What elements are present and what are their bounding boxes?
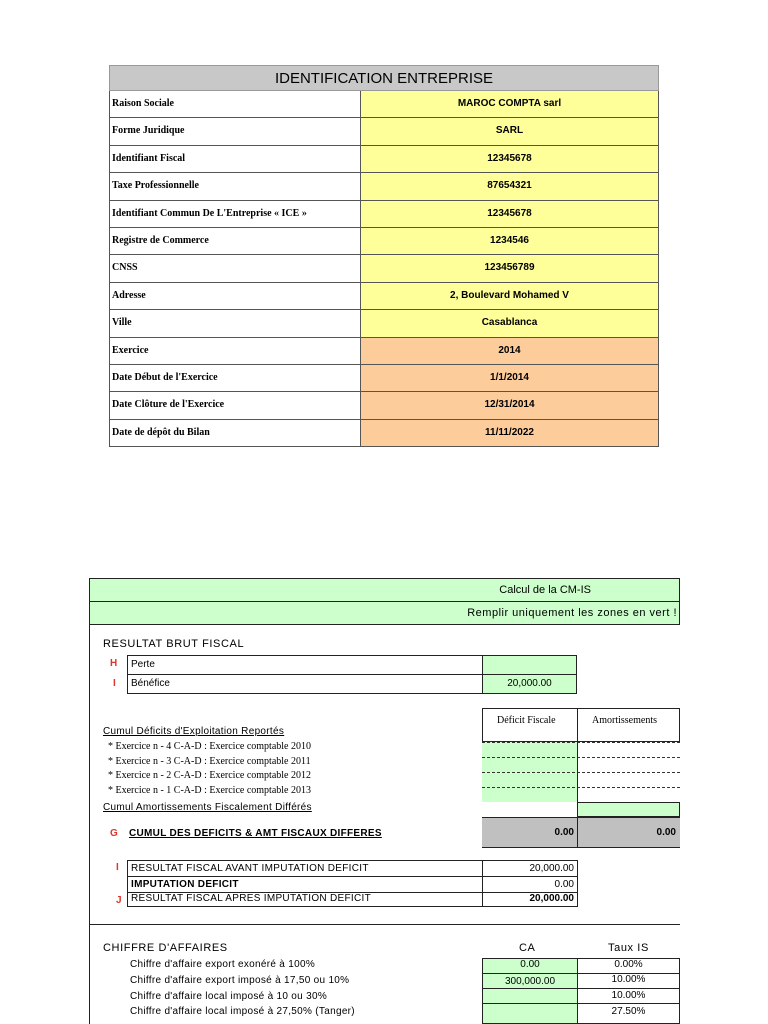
benefice-label: Bénéfice (127, 674, 483, 694)
ice-value[interactable]: 12345678 (361, 201, 658, 227)
ca-heading: CHIFFRE D'AFFAIRES (103, 942, 228, 954)
col-ca-label: CA (519, 942, 536, 954)
ca-export-exonere-input[interactable]: 0.00 (482, 958, 578, 974)
table-row (109, 283, 659, 310)
table-row (109, 173, 659, 200)
deficits-heading: Cumul Déficits d'Exploitation Reportés (103, 726, 285, 737)
taux-value: 0.00% (577, 958, 680, 974)
table-row (109, 338, 659, 365)
section-left-border (89, 624, 90, 1024)
identifiant-fiscal-value[interactable]: 12345678 (361, 146, 658, 172)
dashed-line (482, 757, 680, 758)
table-row (109, 310, 659, 337)
apres-label: RESULTAT FISCAL APRES IMPUTATION DEFICIT (127, 892, 483, 907)
ca-local-tanger-input[interactable] (482, 1003, 578, 1024)
imputation-value: 0.00 (482, 876, 578, 893)
col-deficit-header (482, 708, 578, 742)
row-label: Raison Sociale (110, 91, 361, 117)
resultat-brut-heading: RESULTAT BRUT FISCAL (103, 638, 245, 650)
identification-table (109, 65, 659, 447)
table-row (109, 201, 659, 228)
cumul-label: CUMUL DES DEFICITS & AMT FISCAUX DIFFERES (129, 828, 382, 839)
taxe-professionnelle-value[interactable]: 87654321 (361, 173, 658, 199)
perte-input[interactable] (482, 655, 577, 675)
row-label: Date Clôture de l'Exercice (110, 392, 361, 418)
row-label: Registre de Commerce (110, 228, 361, 254)
ca-row-label: Chiffre d'affaire local imposé à 10 ou 30% (130, 991, 328, 1002)
date-cloture-value[interactable]: 12/31/2014 (361, 392, 658, 418)
table-row (109, 255, 659, 282)
dashed-line (482, 742, 680, 743)
imputation-label: IMPUTATION DEFICIT (127, 876, 483, 893)
date-debut-value[interactable]: 1/1/2014 (361, 365, 658, 391)
adresse-value[interactable]: 2, Boulevard Mohamed V (361, 283, 658, 309)
apres-value: 20,000.00 (482, 892, 578, 907)
row-label: Date Début de l'Exercice (110, 365, 361, 391)
row-label: Forme Juridique (110, 118, 361, 144)
row-label: Identifiant Fiscal (110, 146, 361, 172)
exercice-value[interactable]: 2014 (361, 338, 658, 364)
row-label: Ville (110, 310, 361, 336)
letter-j: J (116, 895, 122, 906)
dashed-line (482, 787, 680, 788)
ca-local-impose-input[interactable] (482, 988, 578, 1004)
letter-i: I (116, 862, 119, 873)
deficit-item: * Exercice n - 2 C-A-D : Exercice comptable 2012 (108, 770, 311, 781)
avant-label: RESULTAT FISCAL AVANT IMPUTATION DEFICIT (127, 860, 483, 877)
cmis-instruction-band (89, 601, 680, 625)
letter-g: G (110, 828, 118, 839)
registre-commerce-value[interactable]: 1234546 (361, 228, 658, 254)
table-row (109, 392, 659, 419)
identification-title: IDENTIFICATION ENTREPRISE (109, 65, 659, 91)
ca-row-label: Chiffre d'affaire local imposé à 27,50% (Tanger) (130, 1006, 355, 1017)
row-label: CNSS (110, 255, 361, 281)
col-taux-label: Taux IS (608, 942, 649, 954)
cmis-title-band (89, 578, 680, 602)
deficit-item: * Exercice n - 4 C-A-D : Exercice comptable 2010 (108, 741, 311, 752)
letter-i: I (113, 678, 116, 689)
cmis-title: Calcul de la CM-IS (499, 584, 591, 596)
date-depot-value[interactable]: 11/11/2022 (361, 420, 658, 446)
col-amort-label: Amortissements (592, 715, 657, 726)
row-label: Identifiant Commun De L'Entreprise « ICE » (110, 201, 361, 227)
ville-value[interactable]: Casablanca (361, 310, 658, 336)
deficit-item: * Exercice n - 1 C-A-D : Exercice comptable 2013 (108, 785, 311, 796)
cumul-deficit-value: 0.00 (482, 818, 578, 848)
table-row (109, 365, 659, 392)
ca-row-label: Chiffre d'affaire export imposé à 17,50 ou 10% (130, 975, 350, 986)
letter-h: H (110, 658, 118, 669)
dashed-line (482, 772, 680, 773)
col-deficit-label: Déficit Fiscale (497, 715, 556, 726)
perte-label: Perte (127, 655, 483, 675)
section-divider (89, 924, 680, 925)
deficit-item: * Exercice n - 3 C-A-D : Exercice comptable 2011 (108, 756, 311, 767)
table-row (109, 118, 659, 145)
row-label: Taxe Professionnelle (110, 173, 361, 199)
taux-value: 10.00% (577, 973, 680, 989)
col-amort-header (577, 708, 680, 742)
amort-label: Cumul Amortissements Fiscalement Différés (103, 802, 312, 813)
taux-value: 27.50% (577, 1003, 680, 1024)
avant-value: 20,000.00 (482, 860, 578, 877)
ca-export-impose-input[interactable]: 300,000.00 (482, 973, 578, 989)
cumul-amort-value: 0.00 (577, 818, 680, 848)
col-divider (577, 742, 578, 802)
amort-input[interactable] (577, 802, 680, 817)
forme-juridique-value[interactable]: SARL (361, 118, 658, 144)
ca-row-label: Chiffre d'affaire export exonéré à 100% (130, 959, 316, 970)
cmis-instruction: Remplir uniquement les zones en vert ! (467, 607, 677, 619)
table-row (109, 91, 659, 118)
table-row (109, 146, 659, 173)
benefice-input[interactable]: 20,000.00 (482, 674, 577, 694)
table-row (109, 228, 659, 255)
cnss-value[interactable]: 123456789 (361, 255, 658, 281)
table-row (109, 420, 659, 447)
taux-value: 10.00% (577, 988, 680, 1004)
row-label: Date de dépôt du Bilan (110, 420, 361, 446)
row-label: Exercice (110, 338, 361, 364)
raison-sociale-value[interactable]: MAROC COMPTA sarl (361, 91, 658, 117)
row-label: Adresse (110, 283, 361, 309)
